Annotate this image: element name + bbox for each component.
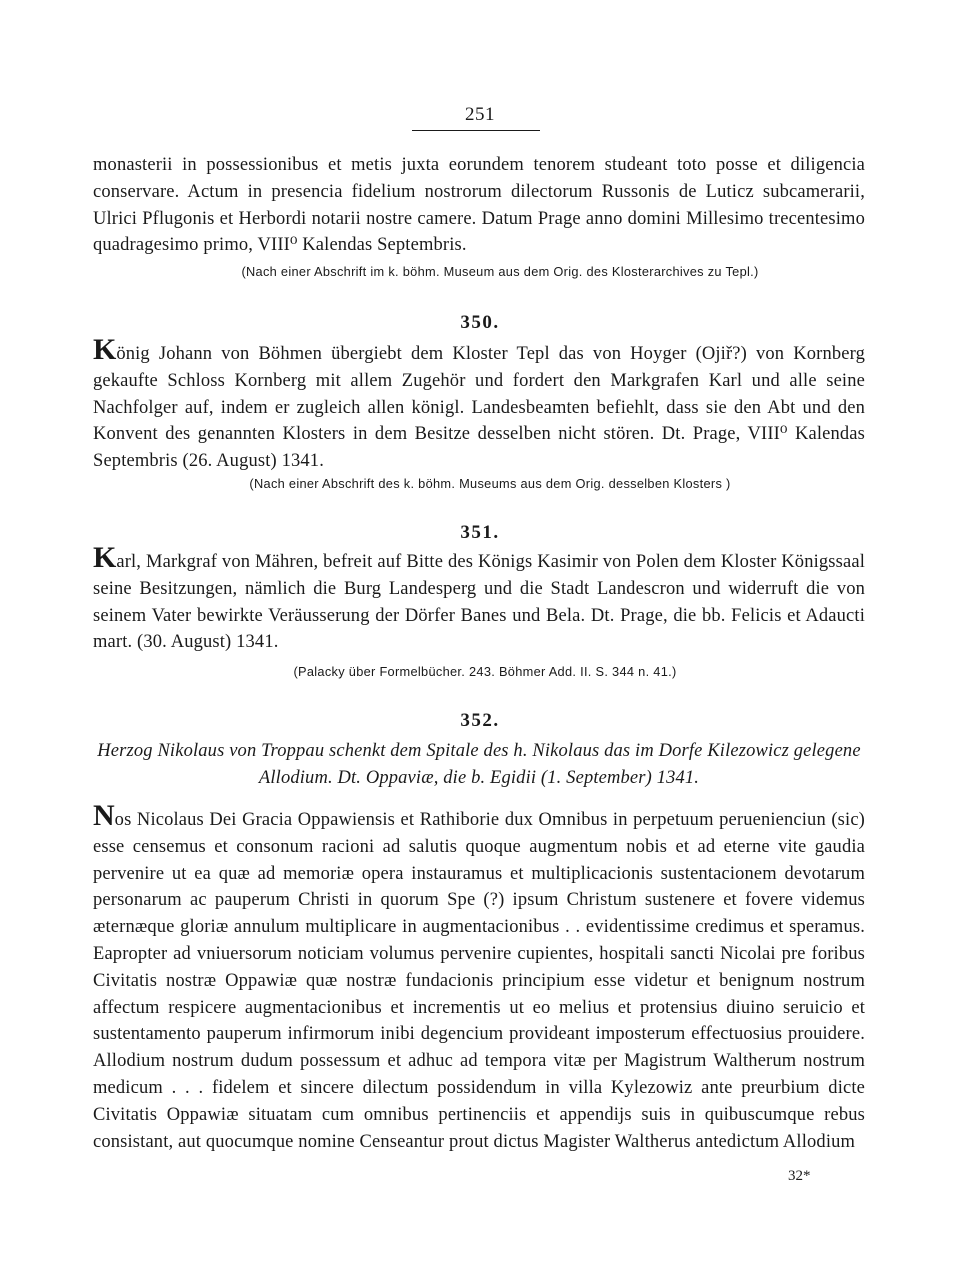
- entry-number-350: 350.: [460, 312, 500, 333]
- page-number: 251: [465, 104, 495, 125]
- entry-number-351: 351.: [460, 522, 500, 543]
- entry-350-initial: K: [93, 333, 117, 366]
- signature-mark: 32*: [788, 1168, 811, 1184]
- entry-352-summary: Herzog Nikolaus von Troppau schenkt dem Spitale des h. Nikolaus das im Dorfe Kilezowicz gelegene Allodium. Dt. Oppaviæ, die b. Egidii (1. September) 1341.: [97, 741, 861, 788]
- entry-351-text: [93, 541, 865, 656]
- entry-352-initial: N: [93, 799, 115, 832]
- entry-351-source: (Palacky über Formelbücher. 243. Böhmer Add. II. S. 344 n. 41.): [293, 664, 677, 679]
- entry-number-352: 352.: [460, 710, 500, 731]
- entry-351-body: arl, Markgraf von Mähren, befreit auf Bitte des Königs Kasimir von Polen dem Kloster Königssaal seine Besitzungen, nämlich die Burg Landesperg und die Stadt Landescron und widerruft die von seinem Vater bewirkte Veräusserung der Dörfer Banes und Bela. Dt. Prage, die bb. Felicis et Adaucti mart. (30. August) 1341.: [93, 552, 865, 653]
- entry-350-body: önig Johann von Böhmen übergiebt dem Kloster Tepl das von Hoyger (Ojiř?) von Kornberg gekaufte Schloss Kornberg mit allem Zugehör und fordert den Markgrafen Karl und alle seine Nachfolger auf, indem er zugleich allen königl. Landesbeamten befiehlt, dass sie den Abt und den Konvent des genannten Klosters in dem Besitze desselben nicht stören. Dt. Prage, VIII⁰ Kalendas Septembris (26. August) 1341.: [93, 344, 865, 472]
- continuation-text: monasterii in possessionibus et metis juxta eorundem tenorem studeant toto posse et diligencia conservare. Actum in presencia fidelium nostrorum dilectorum Russonis de Luticz subcamerarii, Ulrici Pflugonis et Herbordi notarii nostre camere. Datum Prage anno domini Millesimo trecentesimo quadragesimo primo, VIII⁰ Kalendas Septembris.: [93, 155, 865, 256]
- entry-350-source: (Nach einer Abschrift des k. böhm. Museums aus dem Orig. desselben Klosters ): [249, 476, 731, 491]
- continuation-source: (Nach einer Abschrift im k. böhm. Museum aus dem Orig. des Klosterarchives zu Tepl.): [241, 264, 759, 279]
- entry-351-initial: K: [93, 541, 117, 574]
- entry-352-text: [93, 799, 865, 1155]
- entry-352-body: os Nicolaus Dei Gracia Oppawiensis et Rathiborie dux Omnibus in perpetuum peruenienciun (sic) esse censemus et consonum racioni ad salutis quoque augmentum nobis et ad eterne vite gaudia pervenire ut ea quæ ad memoriæ opera instauramus et multiplicacionis sustentacionem devotarum personarum ac pauperum Christi in quorum Spe (?) ipsum Christum sustenere et fovere videmus æternæque gloriæ annulum multiplicare in augmentacionibus . . evidentissime credimus et speramus. Eapropter ad vniuersorum noticiam volumus pervenire cupientes, hospitali sancti Nicolai pre foribus Civitatis nostræ Oppawiæ quæ nostræ fundacionis principium esse videtur et benignum nostrum affectum respicere augmentacionibus et incrementis ut eo melius et protensius diuino seruicio et sustentamento pauperum infirmorum inibi degencium provideant imposterum effectuosius prouidere. Allodium nostrum dudum possessum et adhuc ad tempora vitæ per Magistrum Waltherum nostrum medicum . . . fidelem et sincere dilectum possidendum in villa Kylezowiz ante preurbium dicte Civitatis Oppawiæ situatam cum omnibus pertinenciis et appendijs suis in quibuscumque rebus consistant, aut quocumque nomine Censeantur prout dictus Magister Waltherus antedictum Allodium: [93, 810, 865, 1152]
- entry-350-text: [93, 333, 865, 475]
- header-rule: [412, 130, 540, 131]
